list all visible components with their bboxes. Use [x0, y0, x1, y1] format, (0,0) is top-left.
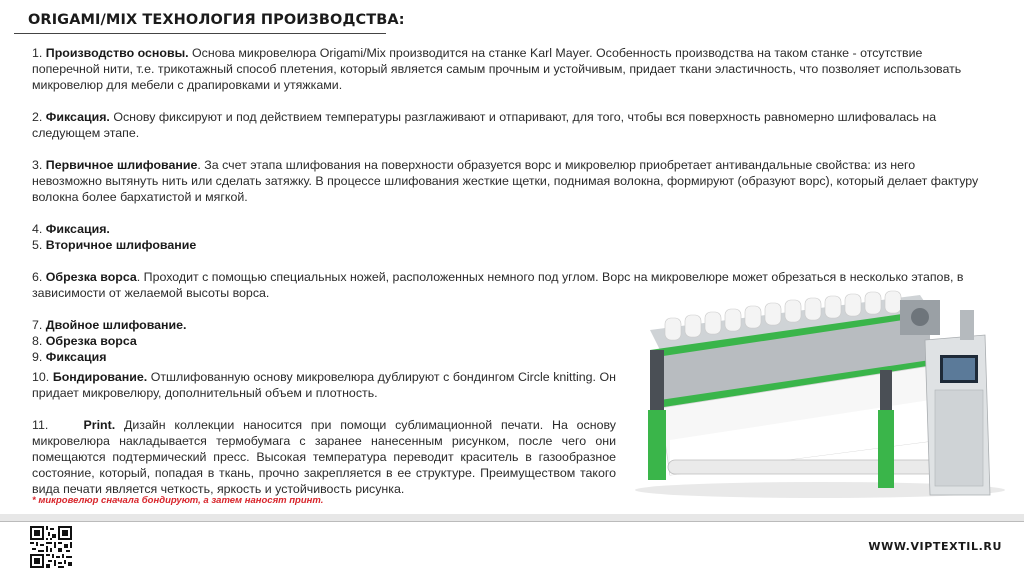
knitting-machine-image — [630, 290, 1020, 500]
step-4-number: 4. — [32, 222, 43, 236]
step-7-heading: Двойное шлифование. — [45, 318, 187, 332]
step-4-heading: Фиксация. — [45, 222, 110, 236]
page-title: ORIGAMI/MIX ТЕХНОЛОГИЯ ПРОИЗВОДСТВА: — [28, 12, 405, 28]
step-3 — [32, 157, 982, 205]
step-8-heading: Обрезка ворса — [45, 334, 137, 348]
step-2-heading: Фиксация. — [45, 110, 110, 124]
qr-code-icon — [30, 526, 72, 568]
step-9-number: 9. — [32, 350, 43, 364]
step-11-text: Дизайн коллекции наносится при помощи сублимационной печати. На основу микровелюра накладывается термобумага с заранее нанесенным рисунком, после чего они помещаются подтермический пресс. Высокая температура переводит краситель в газообразное состояние, который, попадая в ткань, прочно закрепляется в ее структуре. Преимуществом такого вида печати является четкость, яркость и устойчивость рисунка. — [32, 418, 616, 496]
step-9-heading: Фиксация — [45, 350, 107, 364]
step-10 — [32, 369, 616, 401]
step-5 — [32, 237, 982, 253]
step-1-text: Основа микровелюра Origami/Mix производится на станке Karl Mayer. Особенность производства на таком станке - отсутствие поперечной нити, т.е. трикотажный способ плетения, который является самым прочным и устойчивым, придает ткани эластичность, что позволяет использовать микровелюр для мебели с драпировками и утяжками. — [32, 46, 962, 92]
step-5-heading: Вторичное шлифование — [45, 238, 197, 252]
step-10-heading: Бондирование. — [52, 370, 148, 384]
step-3-heading: Первичное шлифование — [45, 158, 198, 172]
step-11-heading: Print. — [83, 418, 116, 432]
step-6-number: 6. — [32, 270, 43, 284]
title-underline — [14, 33, 386, 34]
step-5-number: 5. — [32, 238, 43, 252]
step-8-number: 8. — [32, 334, 43, 348]
footnote: * микровелюр сначала бондируют, а затем наносят принт. — [32, 495, 324, 506]
step-1-heading: Производство основы. — [45, 46, 189, 60]
step-7-number: 7. — [32, 318, 43, 332]
step-10-text: Отшлифованную основу микровелюра дублируют с бондингом Circle knitting. Он придает микровелюру, дополнительный объем и плотность. — [32, 370, 616, 400]
step-11 — [32, 417, 616, 497]
footer-rule — [0, 521, 1024, 522]
step-2-text: Основу фиксируют и под действием температуры разглаживают и отпаривают, для того, чтобы вся поверхность равномерно шлифовалась на следующем этапе. — [32, 110, 937, 140]
step-2-number: 2. — [32, 110, 43, 124]
website-link[interactable]: WWW.VIPTEXTIL.RU — [868, 540, 1002, 553]
step-3-text: . За счет этапа шлифования на поверхности образуется ворс и микровелюр приобретает антивандальные свойства: из него невозможно вытянуть нить или сделать затяжку. В процессе шлифования жесткие щетки, поднимая волокна, формируют (образуют ворс), который делает фактуру волокна более бархатистой и мягкой. — [32, 158, 979, 204]
step-3-number: 3. — [32, 158, 43, 172]
step-4 — [32, 221, 982, 237]
step-2 — [32, 109, 982, 141]
step-6-heading: Обрезка ворса — [45, 270, 137, 284]
step-1-number: 1. — [32, 46, 43, 60]
step-1 — [32, 45, 982, 93]
step-10-number: 10. — [32, 370, 50, 384]
step-6-text: . Проходит с помощью специальных ножей, расположенных немного под углом. Ворс на микровелюре может обрезаться в несколько этапов, в зависимости от желаемой высоты ворса. — [32, 270, 964, 300]
step-11-number: 11. — [32, 418, 49, 432]
